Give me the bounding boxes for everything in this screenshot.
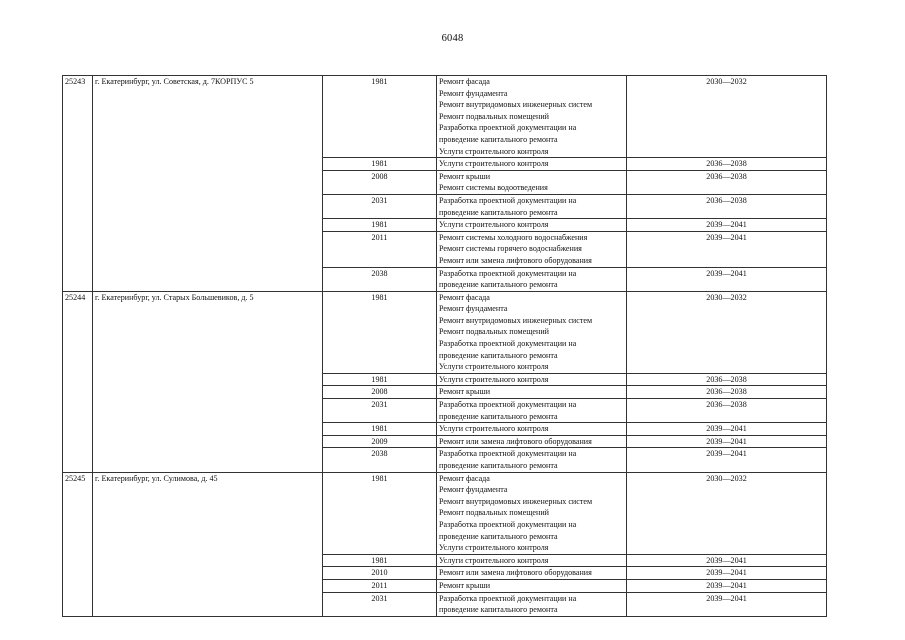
work-types-cell [437, 291, 627, 373]
work-types-cell [437, 158, 627, 171]
year-cell: 2011 [323, 579, 437, 592]
period-cell: 2039—2041 [627, 554, 827, 567]
work-type-item: Ремонт крыши [439, 580, 491, 590]
work-types-cell [437, 373, 627, 386]
period-cell: 2039—2041 [627, 567, 827, 580]
work-type-item: Разработка проектной документации на [439, 195, 577, 205]
year-cell: 2031 [323, 592, 437, 616]
work-types-cell [437, 219, 627, 232]
work-type-item: Ремонт фундамента [439, 88, 508, 98]
period-cell: 2036—2038 [627, 373, 827, 386]
work-types-cell [437, 435, 627, 448]
period-cell: 2039—2041 [627, 448, 827, 472]
object-address: г. Екатеринбург, ул. Советская, д. 7КОРПУС 5 [93, 76, 323, 292]
work-type-item: Ремонт фасада [439, 292, 490, 302]
work-type-item: Ремонт подвальных помещений [439, 111, 550, 121]
work-type-item: проведение капитального ремонта [439, 134, 558, 144]
capital-repair-table [62, 75, 827, 617]
work-type-item: Разработка проектной документации на [439, 123, 577, 133]
work-type-item: Ремонт фундамента [439, 485, 508, 495]
table-row [63, 291, 827, 373]
object-number: 25245 [63, 472, 93, 616]
work-type-item: Разработка проектной документации на [439, 519, 577, 529]
work-type-item: Разработка проектной документации на [439, 339, 577, 349]
work-type-item: проведение капитального ремонта [439, 531, 558, 541]
work-type-item: Услуги строительного контроля [439, 362, 549, 372]
work-type-item: Ремонт крыши [439, 171, 491, 181]
year-cell: 2038 [323, 448, 437, 472]
year-cell: 1981 [323, 219, 437, 232]
work-type-item: Ремонт фасада [439, 473, 490, 483]
year-cell: 2009 [323, 435, 437, 448]
work-types-cell [437, 231, 627, 267]
work-type-item: проведение капитального ремонта [439, 605, 558, 615]
work-type-item: Разработка проектной документации на [439, 449, 577, 459]
work-types-cell [437, 423, 627, 436]
year-cell: 2031 [323, 194, 437, 218]
period-cell: 2039—2041 [627, 219, 827, 232]
period-cell: 2036—2038 [627, 399, 827, 423]
page-number: 6048 [441, 33, 464, 44]
work-type-item: Ремонт или замена лифтового оборудования [439, 568, 592, 578]
table-row [63, 76, 827, 158]
period-cell: 2036—2038 [627, 170, 827, 194]
work-type-item: Ремонт внутридомовых инженерных систем [439, 496, 593, 506]
work-types-cell [437, 399, 627, 423]
work-type-item: Услуги строительного контроля [439, 159, 549, 169]
work-type-item: Услуги строительного контроля [439, 543, 549, 553]
period-cell: 2039—2041 [627, 435, 827, 448]
work-type-item: Услуги строительного контроля [439, 424, 549, 434]
work-types-cell [437, 579, 627, 592]
period-cell: 2030—2032 [627, 472, 827, 554]
work-types-cell [437, 554, 627, 567]
work-type-item: Услуги строительного контроля [439, 374, 549, 384]
year-cell: 2011 [323, 231, 437, 267]
object-address: г. Екатеринбург, ул. Сулимова, д. 45 [93, 472, 323, 616]
work-types-cell [437, 76, 627, 158]
work-types-cell [437, 472, 627, 554]
year-cell: 1981 [323, 554, 437, 567]
year-cell: 2010 [323, 567, 437, 580]
object-number: 25244 [63, 291, 93, 472]
work-type-item: Ремонт системы водоотведения [439, 183, 548, 193]
period-cell: 2039—2041 [627, 231, 827, 267]
year-cell: 1981 [323, 76, 437, 158]
period-cell: 2036—2038 [627, 158, 827, 171]
period-cell: 2039—2041 [627, 423, 827, 436]
work-type-item: Услуги строительного контроля [439, 555, 549, 565]
period-cell: 2039—2041 [627, 267, 827, 291]
year-cell: 1981 [323, 472, 437, 554]
work-type-item: проведение капитального ремонта [439, 280, 558, 290]
work-type-item: Разработка проектной документации на [439, 400, 577, 410]
object-address: г. Екатеринбург, ул. Старых Большевиков, д. 5 [93, 291, 323, 472]
year-cell: 2031 [323, 399, 437, 423]
work-type-item: Ремонт внутридомовых инженерных систем [439, 100, 593, 110]
year-cell: 2008 [323, 386, 437, 399]
object-number: 25243 [63, 76, 93, 292]
year-cell: 2008 [323, 170, 437, 194]
work-types-cell [437, 386, 627, 399]
year-cell: 1981 [323, 158, 437, 171]
year-cell: 2038 [323, 267, 437, 291]
work-type-item: Ремонт фасада [439, 77, 490, 86]
period-cell: 2036—2038 [627, 386, 827, 399]
work-type-item: проведение капитального ремонта [439, 350, 558, 360]
work-type-item: Ремонт или замена лифтового оборудования [439, 255, 592, 265]
work-types-cell [437, 448, 627, 472]
table-row [63, 472, 827, 554]
work-type-item: проведение капитального ремонта [439, 461, 558, 470]
work-types-cell [437, 592, 627, 616]
period-cell: 2030—2032 [627, 76, 827, 158]
work-type-item: Услуги строительного контроля [439, 146, 549, 156]
work-type-item: Разработка проектной документации на [439, 268, 577, 278]
period-cell: 2036—2038 [627, 194, 827, 218]
work-type-item: Услуги строительного контроля [439, 220, 549, 230]
period-cell: 2030—2032 [627, 291, 827, 373]
work-type-item: Ремонт подвальных помещений [439, 327, 550, 337]
year-cell: 1981 [323, 423, 437, 436]
work-type-item: Ремонт внутридомовых инженерных систем [439, 315, 593, 325]
work-types-cell [437, 194, 627, 218]
work-type-item: проведение капитального ремонта [439, 207, 558, 217]
work-types-cell [437, 170, 627, 194]
work-type-item: Ремонт фундамента [439, 304, 508, 314]
year-cell: 1981 [323, 291, 437, 373]
table-body [63, 76, 827, 617]
work-types-cell [437, 567, 627, 580]
year-cell: 1981 [323, 373, 437, 386]
work-type-item: Разработка проектной документации на [439, 593, 577, 603]
work-type-item: Ремонт крыши [439, 387, 491, 397]
work-type-item: Ремонт или замена лифтового оборудования [439, 436, 592, 446]
work-type-item: Ремонт системы холодного водоснабжения [439, 232, 588, 242]
work-type-item: Ремонт подвальных помещений [439, 508, 550, 518]
period-cell: 2039—2041 [627, 592, 827, 616]
period-cell: 2039—2041 [627, 579, 827, 592]
work-types-cell [437, 267, 627, 291]
work-type-item: Ремонт системы горячего водоснабжения [439, 244, 582, 254]
work-type-item: проведение капитального ремонта [439, 411, 558, 421]
